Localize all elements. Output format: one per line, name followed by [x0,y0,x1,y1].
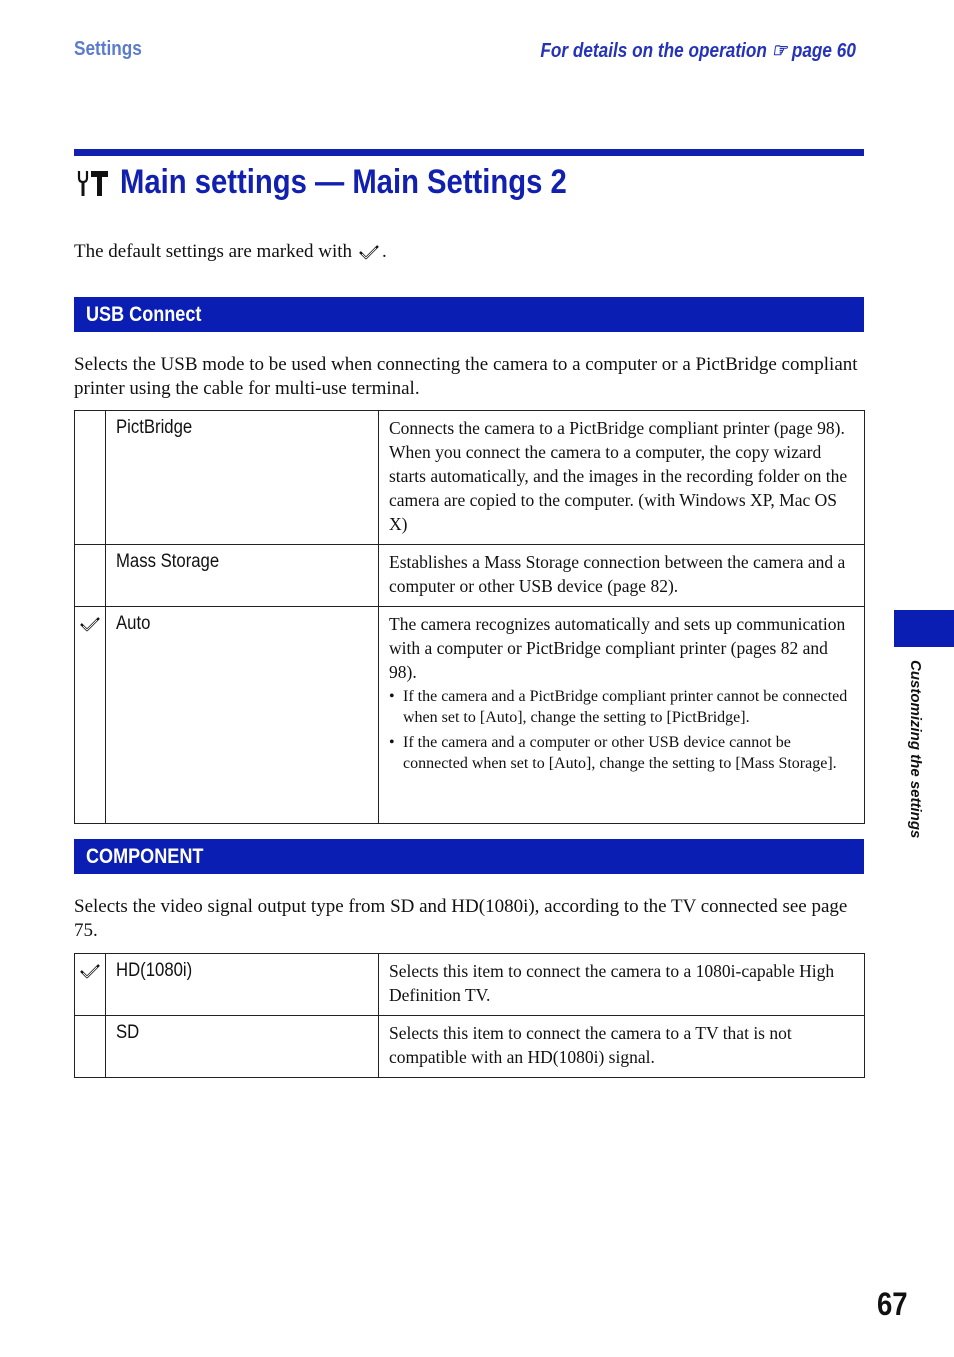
intro-suffix: . [382,241,387,262]
details-page: page 60 [791,40,856,62]
usb-connect-options-table [74,410,865,824]
title-text: Main settings — Main Settings 2 [120,163,567,201]
checkmark-icon [79,962,101,980]
page-title [74,163,640,202]
option-description: Selects this item to connect the camera to a 1080i-capable High Definition TV. [379,954,865,1016]
chapter-tab [894,610,954,647]
header-section-label: Settings [74,38,142,60]
checkmark-icon [358,243,380,261]
default-mark-cell [75,545,106,607]
table-row [75,411,865,545]
title-rule [74,149,864,156]
option-name: SD [106,1016,379,1078]
option-name: HD(1080i) [106,954,379,1016]
table-row [75,954,865,1016]
list-item: • If the camera and a computer or other USB device cannot be connected when set to [Auto], change the setting to [Mass Storage]. [389,732,850,774]
note-list [389,686,850,774]
default-mark-cell [75,411,106,545]
tools-icon [74,168,110,198]
option-description-cell [379,607,865,824]
option-description: Establishes a Mass Storage connection between the camera and a computer or other USB device (page 82). [379,545,865,607]
header-details-reference [540,38,856,63]
default-mark-cell [75,954,106,1016]
page-number: 67 [877,1286,908,1322]
option-description: Selects this item to connect the camera to a TV that is not compatible with an HD(1080i) signal. [379,1016,865,1078]
default-mark-cell [75,1016,106,1078]
chapter-tab-label: Customizing the settings [907,660,924,839]
option-name: Mass Storage [106,545,379,607]
component-description: Selects the video signal output type from SD and HD(1080i), according to the TV connected see page 75. [74,896,848,941]
option-name: Auto [106,607,379,824]
details-prefix: For details on the operation [540,40,767,62]
table-row [75,545,865,607]
usb-connect-heading: USB Connect [74,297,864,332]
usb-connect-description: Selects the USB mode to be used when connecting the camera to a computer or a PictBridge compliant printer using the cable for multi-use terminal. [74,354,858,399]
intro-text [74,241,387,263]
pointing-hand-icon: ☞ [771,40,788,62]
option-description: Connects the camera to a PictBridge compliant printer (page 98). When you connect the camera to a computer, the copy wizard starts automatically, and the images in the recording folder on the camera are copied to the computer. (with Windows XP, Mac OS X) [379,411,865,545]
component-heading: COMPONENT [74,839,864,874]
table-row [75,607,865,824]
component-options-table [74,953,865,1078]
table-row [75,1016,865,1078]
option-name: PictBridge [106,411,379,545]
intro-prefix: The default settings are marked with [74,241,353,262]
list-item: • If the camera and a PictBridge compliant printer cannot be connected when set to [Auto], change the setting to [PictBridge]. [389,686,850,728]
default-mark-cell [75,607,106,824]
option-description: The camera recognizes automatically and sets up communication with a computer or PictBridge compliant printer (pages 82 and 98). [389,614,846,682]
checkmark-icon [79,615,101,633]
